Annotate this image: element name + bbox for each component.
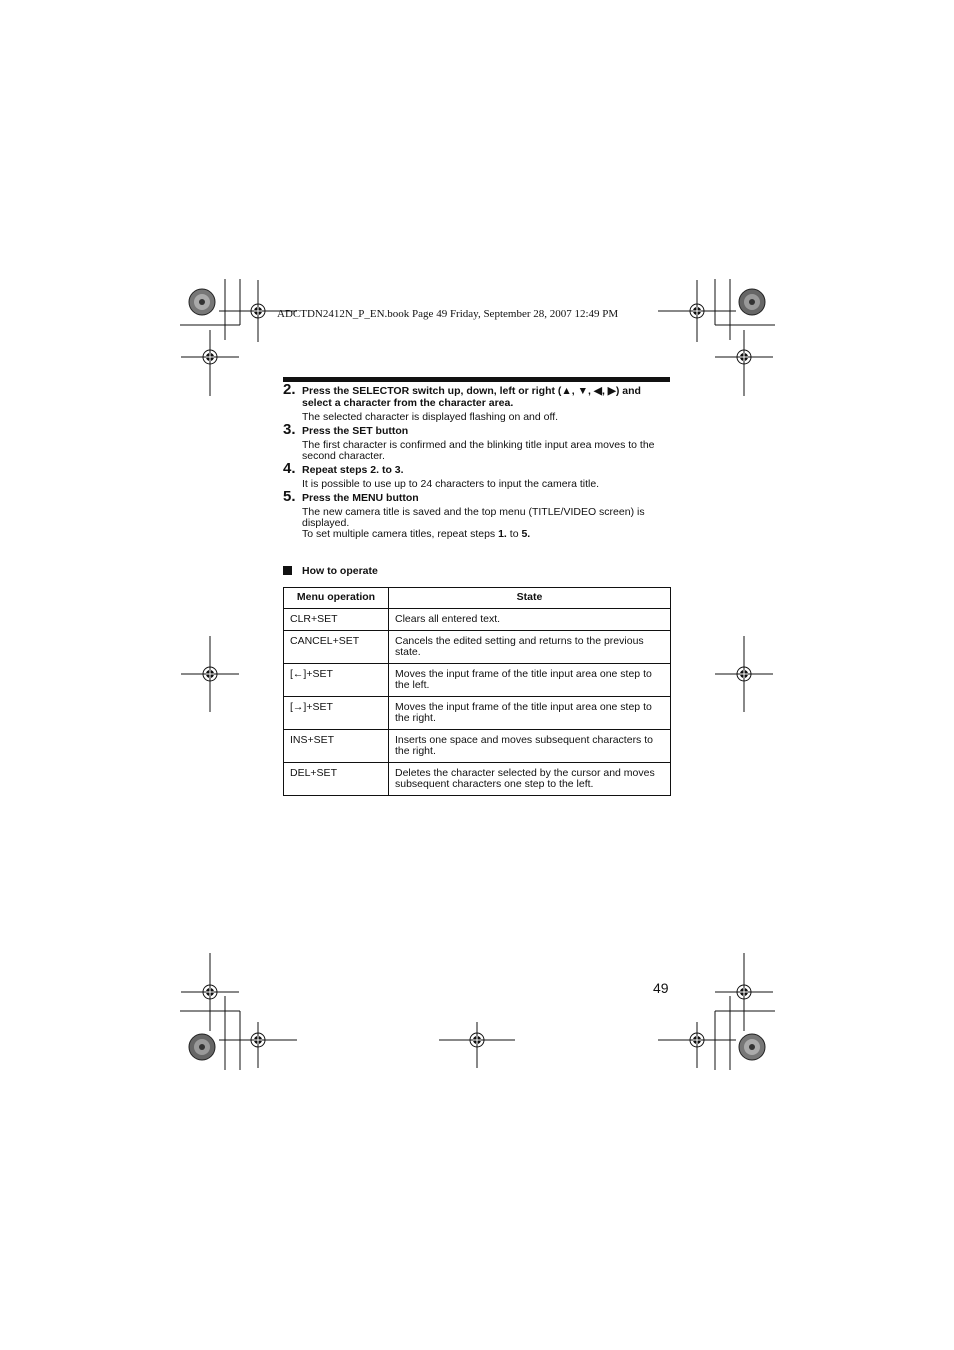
state-cell: Inserts one space and moves subsequent characters to the right.	[389, 730, 671, 763]
registration-target-left-middle-icon	[181, 636, 239, 712]
step-description: The first character is confirmed and the blinking title input area moves to the second character.	[302, 439, 655, 462]
page-number: 49	[653, 980, 669, 996]
registration-target-tr-icon	[658, 280, 736, 342]
section-rule	[283, 377, 670, 382]
table-row	[284, 697, 671, 730]
registration-target-left-upper-icon	[181, 330, 239, 396]
step-title: Repeat steps 2. to 3.	[302, 464, 404, 476]
table-row	[284, 730, 671, 763]
step-list	[283, 381, 670, 542]
menu-operation-cell: CANCEL+SET	[284, 631, 389, 664]
book-header-line: ADCTDN2412N_P_EN.book Page 49 Friday, September 28, 2007 12:49 PM	[277, 308, 619, 320]
table-row	[284, 763, 671, 796]
step-3	[283, 421, 670, 462]
state-cell: Moves the input frame of the title input area one step to the right.	[389, 697, 671, 730]
step-title: Press the SELECTOR switch up, down, left or right (▲, ▼, ◀, ▶) and select a character from the character area.	[302, 385, 641, 409]
state-cell: Cancels the edited setting and returns to the previous state.	[389, 631, 671, 664]
registration-target-right-middle-icon	[715, 636, 773, 712]
step-title: Press the MENU button	[302, 492, 419, 504]
menu-operation-cell: [→]+SET	[284, 697, 389, 730]
state-cell: Clears all entered text.	[389, 609, 671, 631]
step-5	[283, 488, 670, 540]
table-row	[284, 664, 671, 697]
color-star-target-br-icon	[739, 1034, 765, 1060]
step-note-joiner: to	[506, 528, 522, 540]
step-2	[283, 381, 670, 423]
color-star-target-tl-icon	[189, 289, 215, 315]
registration-target-br-icon	[658, 1022, 736, 1068]
registration-target-bc-icon	[439, 1022, 515, 1068]
operations-table	[283, 587, 671, 796]
registration-target-right-lower-icon	[715, 953, 773, 1031]
menu-operation-cell: DEL+SET	[284, 763, 389, 796]
step-ref-start: 1.	[498, 528, 507, 540]
table-header-row	[284, 588, 671, 609]
column-header-state: State	[389, 588, 671, 609]
step-number: 5.	[283, 488, 296, 505]
menu-operation-cell: CLR+SET	[284, 609, 389, 631]
color-star-target-bl-icon	[189, 1034, 215, 1060]
section-heading	[283, 565, 378, 577]
table-row	[284, 631, 671, 664]
step-description: The selected character is displayed flashing on and off.	[302, 411, 559, 423]
menu-operation-cell: [←]+SET	[284, 664, 389, 697]
step-description: The new camera title is saved and the top menu (TITLE/VIDEO screen) is displayed.	[302, 506, 645, 529]
step-description: It is possible to use up to 24 characters to input the camera title.	[302, 478, 600, 490]
step-number: 2.	[283, 381, 296, 398]
step-note	[302, 529, 670, 540]
color-star-target-tr-icon	[739, 289, 765, 315]
step-number: 3.	[283, 421, 296, 438]
step-4	[283, 460, 670, 490]
column-header-menu-operation: Menu operation	[284, 588, 389, 609]
step-title: Press the SET button	[302, 425, 409, 437]
step-ref-end: 5.	[521, 528, 531, 540]
registration-target-left-lower-icon	[181, 953, 239, 1031]
state-cell: Deletes the character selected by the cursor and moves subsequent characters one step to the left.	[389, 763, 671, 796]
step-note-text: To set multiple camera titles, repeat steps	[302, 528, 499, 540]
table-row	[284, 609, 671, 631]
menu-operation-cell: INS+SET	[284, 730, 389, 763]
state-cell: Moves the input frame of the title input area one step to the left.	[389, 664, 671, 697]
square-bullet-icon	[283, 566, 292, 575]
registration-target-bl-icon	[219, 1022, 297, 1068]
step-number: 4.	[283, 460, 296, 477]
registration-target-right-upper-icon	[715, 330, 773, 396]
section-title: How to operate	[302, 565, 378, 577]
